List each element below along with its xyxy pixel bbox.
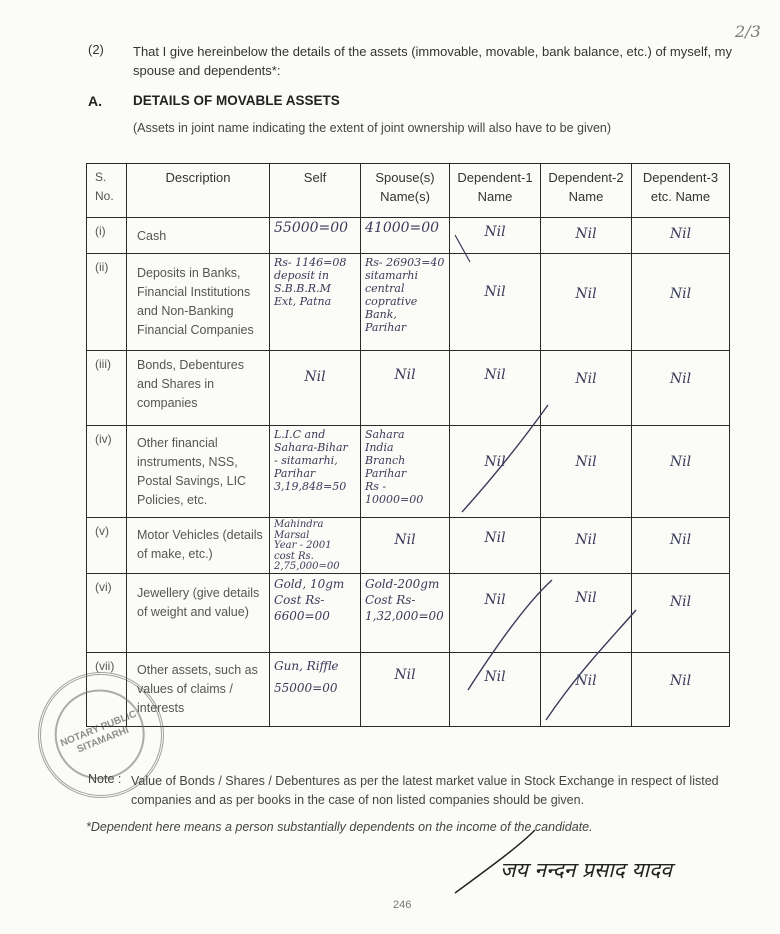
row-sno: (vi) (87, 574, 127, 653)
row-self-value: Mahindra Marsal Year - 2001 cost Rs. 2,75,000=00 (270, 518, 361, 574)
header-dependent-2: Dependent-2 Name (541, 164, 632, 218)
page-mark: 2/3 (735, 22, 761, 41)
row-description: Motor Vehicles (details of make, etc.) (127, 518, 270, 574)
row-dependent-1-value: Nil (450, 426, 541, 518)
row-self-value: L.I.C and Sahara-Bihar - sitamarhi, Parihar 3,19,848=50 (270, 426, 361, 518)
section-subtitle: (Assets in joint name indicating the extent of joint ownership will also have to be given) (133, 121, 612, 135)
row-dependent-2-value: Nil (541, 426, 632, 518)
row-dependent-3-value: Nil (632, 653, 730, 727)
row-dependent-1-value: Nil (450, 518, 541, 574)
note-text: Value of Bonds / Shares / Debentures as per the latest market value in Stock Exchange in respect of listed companies and as per books in the case of non listed companies should be given. (131, 774, 719, 807)
intro-text: That I give hereinbelow the details of the assets (immovable, movable, bank balance, etc.) of myself, my spouse and dependents*: (133, 44, 733, 78)
header-dependent-1: Dependent-1 Name (450, 164, 541, 218)
strike-line-3 (546, 610, 636, 720)
row-spouse-value: Nil (361, 518, 450, 574)
row-description: Jewellery (give details of weight and value) (127, 574, 270, 653)
row-self-value: Gold, 10gm Cost Rs- 6600=00 (270, 574, 361, 653)
row-dependent-2-value: Nil (541, 254, 632, 351)
row-dependent-3-value: Nil (632, 574, 730, 653)
row-description: Deposits in Banks, Financial Institutions and Non-Banking Financial Companies (127, 254, 270, 351)
strike-line-2 (468, 580, 552, 690)
header-self: Self (270, 164, 361, 218)
row-sno: (v) (87, 518, 127, 574)
row-dependent-1-value: Nil (450, 254, 541, 351)
section-letter: A. (88, 93, 102, 109)
row-dependent-1-value: Nil (450, 218, 541, 254)
row-description: Other assets, such as values of claims / interests (127, 653, 270, 727)
row-dependent-3-value: Nil (632, 426, 730, 518)
signature: जय नन्दन प्रसाद यादव (500, 858, 672, 882)
row-description: Other financial instruments, NSS, Postal Savings, LIC Policies, etc. (127, 426, 270, 518)
section-title: DETAILS OF MOVABLE ASSETS (133, 93, 340, 108)
row-self-value: 55000=00 (270, 218, 361, 254)
page-number: 246 (393, 899, 412, 911)
row-spouse-value: Sahara India Branch Parihar Rs - 10000=00 (361, 426, 450, 518)
row-spouse-value: Nil (361, 653, 450, 727)
row-description: Cash (127, 218, 270, 254)
row-spouse-value: Nil (361, 351, 450, 426)
note-footnote: *Dependent here means a person substantially dependents on the income of the candidate. (86, 820, 593, 834)
row-dependent-2-value: Nil (541, 351, 632, 426)
row-dependent-3-value: Nil (632, 218, 730, 254)
row-dependent-2-value: Nil (541, 518, 632, 574)
row-dependent-2-value: Nil (541, 574, 632, 653)
row-self-value: Gun, Riffle 55000=00 (270, 653, 361, 727)
strike-line-1 (462, 405, 548, 512)
stamp-text: NOTARY PUBLIC SITAMARHI (58, 708, 139, 756)
row-dependent-3-value: Nil (632, 518, 730, 574)
row-spouse-value: Gold-200gm Cost Rs- 1,32,000=00 (361, 574, 450, 653)
header-sno: S. No. (87, 164, 127, 218)
row-sno: (vii) (87, 653, 127, 727)
row-dependent-1-value: Nil (450, 351, 541, 426)
row-sno: (iii) (87, 351, 127, 426)
header-dependent-3: Dependent-3 etc. Name (632, 164, 730, 218)
row-sno: (iv) (87, 426, 127, 518)
row-spouse-value: Rs- 26903=40 sitamarhi central coprative Bank, Parihar (361, 254, 450, 351)
row-dependent-3-value: Nil (632, 254, 730, 351)
row-sno: (i) (87, 218, 127, 254)
row-sno: (ii) (87, 254, 127, 351)
row-self-value: Nil (270, 351, 361, 426)
row-dependent-2-value: Nil (541, 653, 632, 727)
row-description: Bonds, Debentures and Shares in companies (127, 351, 270, 426)
row-dependent-2-value: Nil (541, 218, 632, 254)
row-self-value: Rs- 1146=08 deposit in S.B.B.R.M Ext, Patna (270, 254, 361, 351)
row-dependent-3-value: Nil (632, 351, 730, 426)
row-dependent-1-value: Nil (450, 653, 541, 727)
strike-line-4 (455, 235, 470, 262)
intro-number: (2) (88, 42, 104, 57)
row-dependent-1-value: Nil (450, 574, 541, 653)
header-description: Description (127, 164, 270, 218)
row-spouse-value: 41000=00 (361, 218, 450, 254)
note-label: Note : (88, 772, 122, 786)
header-spouse: Spouse(s) Name(s) (361, 164, 450, 218)
